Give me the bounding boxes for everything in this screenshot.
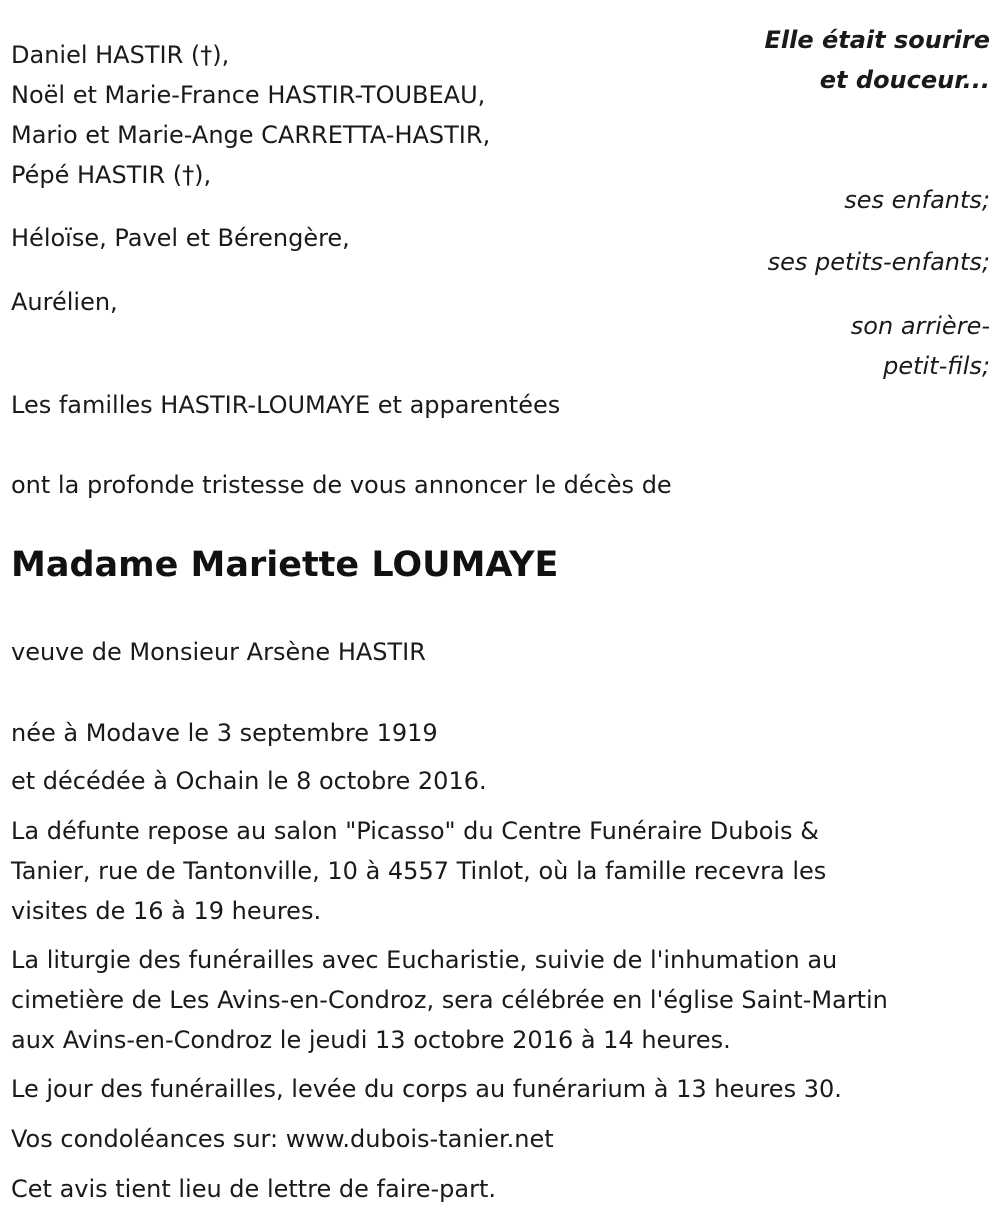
family-child-3: Mario et Marie-Ange CARRETTA-HASTIR, [11, 121, 491, 149]
condolences-line: Vos condoléances sur: www.dubois-tanier.net [11, 1125, 554, 1153]
children-role: ses enfants; [844, 186, 990, 214]
family-child-2: Noël et Marie-France HASTIR-TOUBEAU, [11, 81, 486, 109]
great-grandchild-role-line-1: son arrière- [850, 312, 990, 340]
widow-of: veuve de Monsieur Arsène HASTIR [11, 638, 426, 666]
family-child-4: Pépé HASTIR (†), [11, 161, 212, 189]
great-grandchild: Aurélien, [11, 288, 118, 316]
liturgy-line-3: aux Avins-en-Condroz le jeudi 13 octobre 2016 à 14 heures. [11, 1026, 731, 1054]
deceased-name: Madame Mariette LOUMAYE [11, 545, 559, 585]
announcement: ont la profonde tristesse de vous annoncer le décès de [11, 471, 672, 499]
rest-line-3: visites de 16 à 19 heures. [11, 897, 322, 925]
families-line: Les familles HASTIR-LOUMAYE et apparentées [11, 391, 561, 419]
death-line: et décédée à Ochain le 8 octobre 2016. [11, 767, 487, 795]
family-child-1: Daniel HASTIR (†), [11, 41, 230, 69]
motto-line-1: Elle était sourire [764, 26, 990, 54]
birth-line: née à Modave le 3 septembre 1919 [11, 719, 438, 747]
levee-line: Le jour des funérailles, levée du corps au funérarium à 13 heures 30. [11, 1075, 842, 1103]
liturgy-line-1: La liturgie des funérailles avec Eucharistie, suivie de l'inhumation au [11, 946, 838, 974]
notice-line: Cet avis tient lieu de lettre de faire-part. [11, 1175, 496, 1203]
rest-line-2: Tanier, rue de Tantonville, 10 à 4557 Tinlot, où la famille recevra les [11, 857, 827, 885]
liturgy-line-2: cimetière de Les Avins-en-Condroz, sera célébrée en l'église Saint-Martin [11, 986, 888, 1014]
grandchildren: Héloïse, Pavel et Bérengère, [11, 224, 350, 252]
great-grandchild-role-line-2: petit-fils; [883, 352, 990, 380]
motto-line-2: et douceur... [819, 66, 990, 94]
grandchildren-role: ses petits-enfants; [767, 248, 990, 276]
rest-line-1: La défunte repose au salon "Picasso" du Centre Funéraire Dubois & [11, 817, 819, 845]
